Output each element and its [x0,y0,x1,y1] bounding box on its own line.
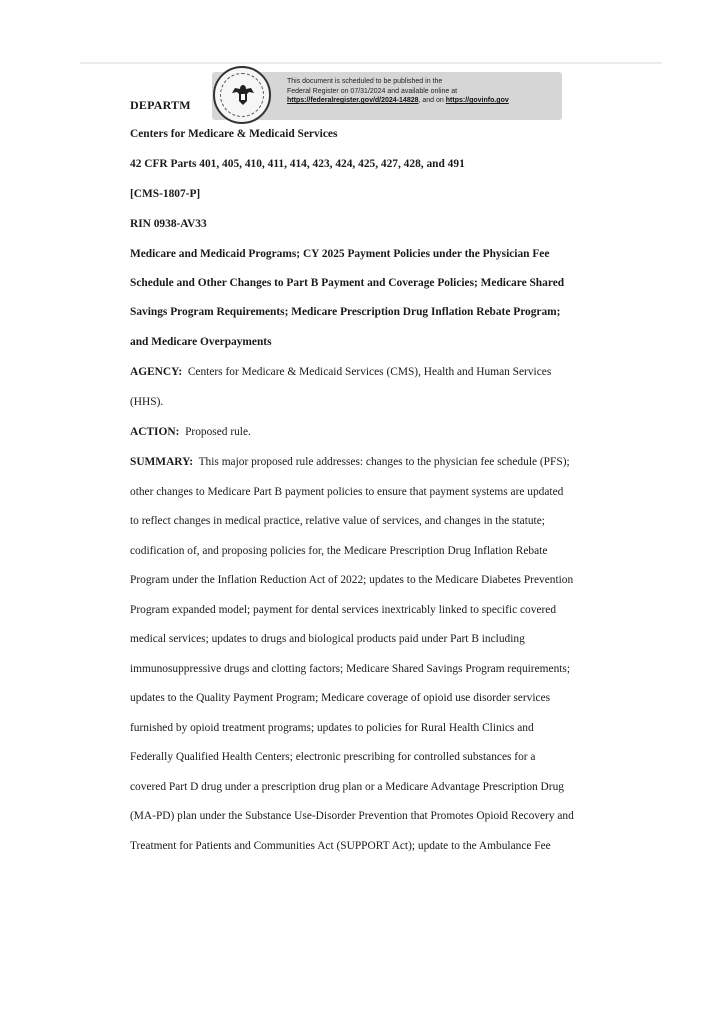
notice-and-on: , and on [418,97,444,104]
docket-number: [CMS-1807-P] [130,188,201,200]
notice-line-2: Federal Register on 07/31/2024 and available online at [287,87,458,95]
govinfo-link[interactable]: https://govinfo.gov [445,97,509,104]
summary-line: to reflect changes in medical practice, relative value of services, and changes in the statute; [130,515,545,527]
agency-paragraph [130,366,551,378]
seal-icon [213,66,271,124]
title-line: Savings Program Requirements; Medicare Prescription Drug Inflation Rebate Program; [130,306,561,318]
summary-line: furnished by opioid treatment programs; updates to policies for Rural Health Clinics and [130,722,534,734]
publication-notice-text [287,77,559,106]
title-line: Medicare and Medicaid Programs; CY 2025 Payment Policies under the Physician Fee [130,248,550,260]
summary-line: covered Part D drug under a prescription drug plan or a Medicare Advantage Prescription Drug [130,781,564,793]
summary-line: Federally Qualified Health Centers; electronic prescribing for controlled substances for a [130,751,536,763]
notice-line-1: This document is scheduled to be published in the [287,78,443,85]
summary-line: (MA-PD) plan under the Substance Use-Disorder Prevention that Promotes Opioid Recovery and [130,810,574,822]
cfr-parts: 42 CFR Parts 401, 405, 410, 411, 414, 423, 424, 425, 427, 428, and 491 [130,158,465,170]
summary-paragraph [130,456,570,468]
agency-center: Centers for Medicare & Medicaid Services [130,128,338,140]
department-heading: DEPARTM [130,98,191,112]
title-line: and Medicare Overpayments [130,336,272,348]
summary-line: medical services; updates to drugs and biological products paid under Part B including [130,633,525,645]
summary-label: SUMMARY: [130,456,194,468]
rin-number: RIN 0938-AV33 [130,218,207,230]
action-label: ACTION: [130,426,180,438]
action-paragraph [130,426,251,438]
summary-line: updates to the Quality Payment Program; Medicare coverage of opioid use disorder services [130,692,551,704]
notice-line-3 [287,96,559,106]
federal-register-link[interactable]: https://federalregister.gov/d/2024-14828 [287,97,419,104]
summary-line: codification of, and proposing policies for, the Medicare Prescription Drug Inflation Rebate [130,545,548,557]
action-text: Proposed rule. [185,426,251,438]
title-line: Schedule and Other Changes to Part B Payment and Coverage Policies; Medicare Shared [130,277,565,289]
summary-line: Program under the Inflation Reduction Act of 2022; updates to the Medicare Diabetes Prevention [130,574,574,586]
agency-text: Centers for Medicare & Medicaid Services (CMS), Health and Human Services [187,366,552,378]
eagle-icon [229,81,257,109]
summary-line: Program expanded model; payment for dental services inextricably linked to specific covered [130,604,557,616]
agency-text-continued: (HHS). [130,396,164,408]
summary-line: other changes to Medicare Part B payment policies to ensure that payment systems are updated [130,486,564,498]
top-rule [80,62,662,64]
summary-line: Treatment for Patients and Communities Act (SUPPORT Act); update to the Ambulance Fee [130,840,551,852]
summary-first-line: This major proposed rule addresses: changes to the physician fee schedule (PFS); [198,456,570,468]
summary-line: immunosuppressive drugs and clotting factors; Medicare Shared Savings Program requirements; [130,663,571,675]
agency-label: AGENCY: [130,366,183,378]
